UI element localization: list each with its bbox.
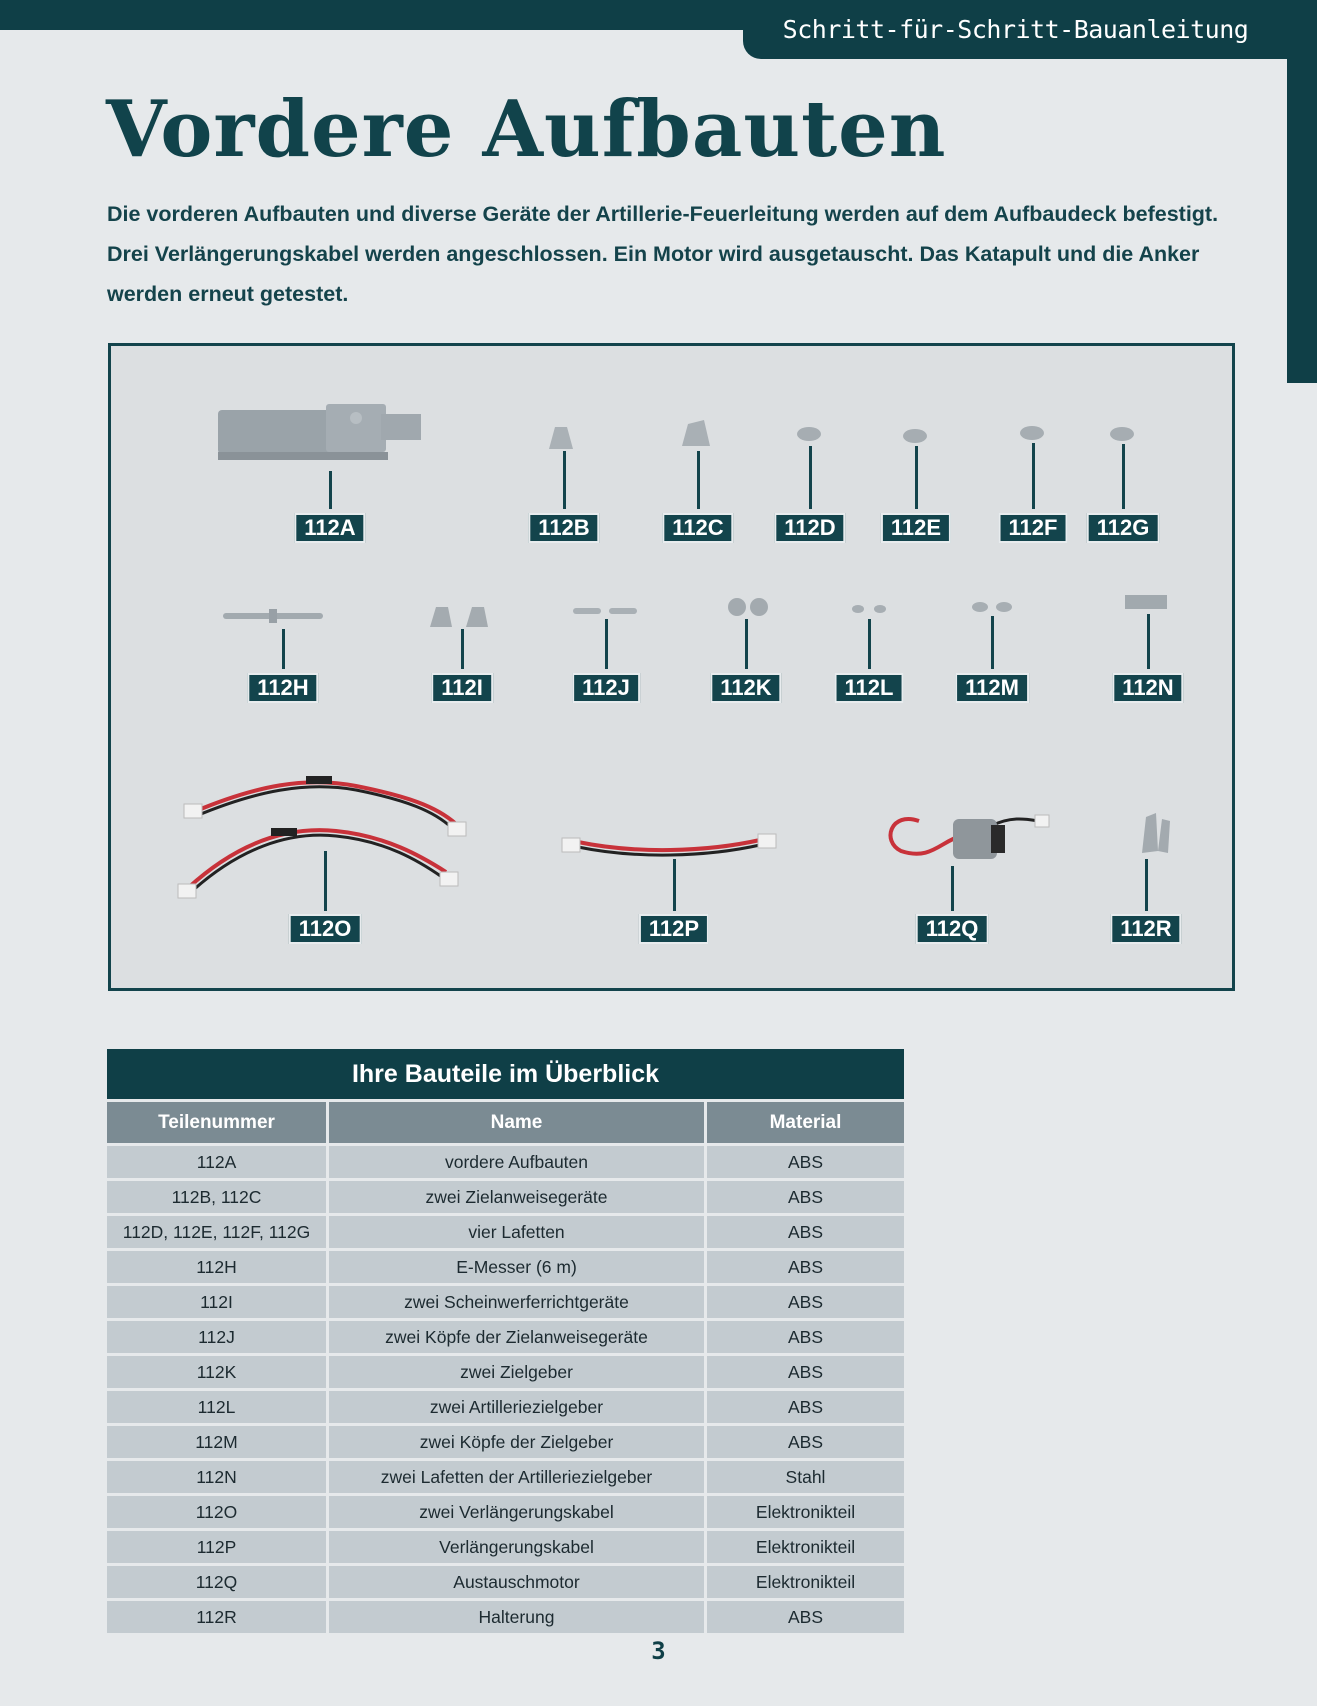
part-label-112c: 112C (662, 513, 733, 543)
cell-material: ABS (707, 1216, 904, 1248)
leader-line (563, 451, 566, 509)
cell-part-number: 112L (107, 1391, 326, 1423)
section-tab: Schritt-für-Schritt-Bauanleitung (743, 0, 1288, 59)
leader-line (605, 619, 608, 669)
cell-part-number: 112A (107, 1146, 326, 1178)
cell-part-number: 112K (107, 1356, 326, 1388)
cell-name: vordere Aufbauten (329, 1146, 704, 1178)
part-112j-image (571, 604, 641, 618)
part-112p-image (556, 826, 786, 866)
cell-name: zwei Artilleriezielgeber (329, 1391, 704, 1423)
table-row (107, 1181, 904, 1213)
cell-part-number: 112P (107, 1531, 326, 1563)
part-112k-image (723, 594, 773, 620)
table-row (107, 1251, 904, 1283)
part-label-112e: 112E (881, 513, 951, 543)
cell-name: Halterung (329, 1601, 704, 1633)
column-header-name: Name (329, 1102, 704, 1143)
cell-part-number: 112I (107, 1286, 326, 1318)
cell-name: zwei Scheinwerferrichtgeräte (329, 1286, 704, 1318)
part-112o-image (176, 766, 486, 906)
cell-material: ABS (707, 1181, 904, 1213)
part-label-112o: 112O (289, 914, 362, 944)
page-number: 3 (651, 1637, 666, 1665)
table-row (107, 1286, 904, 1318)
cell-material: ABS (707, 1251, 904, 1283)
leader-line (673, 859, 676, 911)
part-112h-image (221, 606, 326, 626)
part-label-112d: 112D (774, 513, 845, 543)
cell-material: ABS (707, 1146, 904, 1178)
part-112i-image (426, 601, 496, 629)
leader-line (1147, 614, 1150, 669)
part-112c-image (676, 416, 716, 448)
part-label-112n: 112N (1112, 673, 1183, 703)
leader-line (745, 619, 748, 669)
parts-photo (108, 343, 1235, 991)
leader-line (1145, 859, 1148, 911)
leader-line (461, 629, 464, 669)
part-112l-image (848, 601, 893, 617)
part-label-112q: 112Q (916, 914, 989, 944)
part-112b-image (541, 421, 581, 451)
cell-name: vier Lafetten (329, 1216, 704, 1248)
cell-name: zwei Zielgeber (329, 1356, 704, 1388)
part-label-112k: 112K (710, 673, 781, 703)
cell-part-number: 112D, 112E, 112F, 112G (107, 1216, 326, 1248)
table-row (107, 1391, 904, 1423)
table-body (107, 1146, 904, 1633)
part-label-112r: 112R (1110, 914, 1181, 944)
part-label-112g: 112G (1087, 513, 1160, 543)
cell-name: zwei Köpfe der Zielgeber (329, 1426, 704, 1458)
table-row (107, 1356, 904, 1388)
table-row (107, 1461, 904, 1493)
table-row (107, 1566, 904, 1598)
table-row (107, 1426, 904, 1458)
leader-line (697, 451, 700, 509)
cell-name: E-Messer (6 m) (329, 1251, 704, 1283)
part-112r-image (1136, 811, 1176, 856)
table-row (107, 1531, 904, 1563)
table-row (107, 1321, 904, 1353)
part-label-112p: 112P (639, 914, 709, 944)
cell-name: zwei Verlängerungskabel (329, 1496, 704, 1528)
cell-name: zwei Lafetten der Artilleriezielgeber (329, 1461, 704, 1493)
part-label-112j: 112J (572, 673, 640, 703)
leader-line (329, 471, 332, 509)
parts-table (104, 1046, 907, 1636)
leader-line (868, 619, 871, 669)
table-row (107, 1601, 904, 1633)
cell-name: zwei Zielanweisegeräte (329, 1181, 704, 1213)
cell-part-number: 112M (107, 1426, 326, 1458)
cell-material: Stahl (707, 1461, 904, 1493)
part-112m-image (968, 599, 1018, 615)
cell-material: ABS (707, 1286, 904, 1318)
cell-part-number: 112Q (107, 1566, 326, 1598)
part-label-112l: 112L (835, 673, 904, 703)
cell-part-number: 112B, 112C (107, 1181, 326, 1213)
column-header-part-number: Teilenummer (107, 1102, 326, 1143)
table-row (107, 1216, 904, 1248)
cell-part-number: 112H (107, 1251, 326, 1283)
cell-name: Austauschmotor (329, 1566, 704, 1598)
cell-material: ABS (707, 1391, 904, 1423)
leader-line (809, 446, 812, 509)
column-header-material: Material (707, 1102, 904, 1143)
leader-line (915, 446, 918, 509)
leader-line (324, 851, 327, 911)
part-112g-image (1107, 424, 1137, 444)
cell-material: ABS (707, 1426, 904, 1458)
part-label-112m: 112M (955, 673, 1029, 703)
table-row (107, 1496, 904, 1528)
part-label-112f: 112F (999, 513, 1068, 543)
cell-material: ABS (707, 1321, 904, 1353)
page-title: Vordere Aufbauten (106, 84, 947, 175)
cell-material: Elektronikteil (707, 1566, 904, 1598)
table-row (107, 1146, 904, 1178)
parts-table-container (107, 1046, 910, 1636)
leader-line (991, 616, 994, 669)
part-112d-image (794, 424, 824, 444)
part-label-112b: 112B (528, 513, 599, 543)
part-112e-image (900, 426, 930, 446)
leader-line (951, 866, 954, 911)
leader-line (282, 629, 285, 669)
part-112a-image (206, 396, 446, 476)
part-label-112a: 112A (294, 513, 365, 543)
cell-material: ABS (707, 1356, 904, 1388)
cell-part-number: 112R (107, 1601, 326, 1633)
cell-name: zwei Köpfe der Zielanweisegeräte (329, 1321, 704, 1353)
part-label-112h: 112H (247, 673, 318, 703)
cell-name: Verlängerungskabel (329, 1531, 704, 1563)
table-title: Ihre Bauteile im Überblick (107, 1049, 904, 1099)
leader-line (1032, 443, 1035, 509)
part-label-112i: 112I (431, 673, 493, 703)
leader-line (1122, 444, 1125, 509)
part-112f-image (1017, 423, 1047, 443)
cell-material: ABS (707, 1601, 904, 1633)
part-112q-image (871, 801, 1056, 871)
side-accent-bar (1287, 0, 1317, 383)
cell-part-number: 112N (107, 1461, 326, 1493)
cell-material: Elektronikteil (707, 1531, 904, 1563)
part-112n-image (1123, 591, 1169, 613)
cell-material: Elektronikteil (707, 1496, 904, 1528)
cell-part-number: 112O (107, 1496, 326, 1528)
intro-paragraph: Die vorderen Aufbauten und diverse Geräte der Artillerie-Feuerleitung werden auf dem Aufbaudeck befestigt. Drei Verlängerungskabel werden angeschlossen. Ein Motor wird ausgetauscht. Das Katapult und die Anker werden erneut getestet. (107, 202, 1219, 306)
header-strip (0, 0, 745, 30)
cell-part-number: 112J (107, 1321, 326, 1353)
